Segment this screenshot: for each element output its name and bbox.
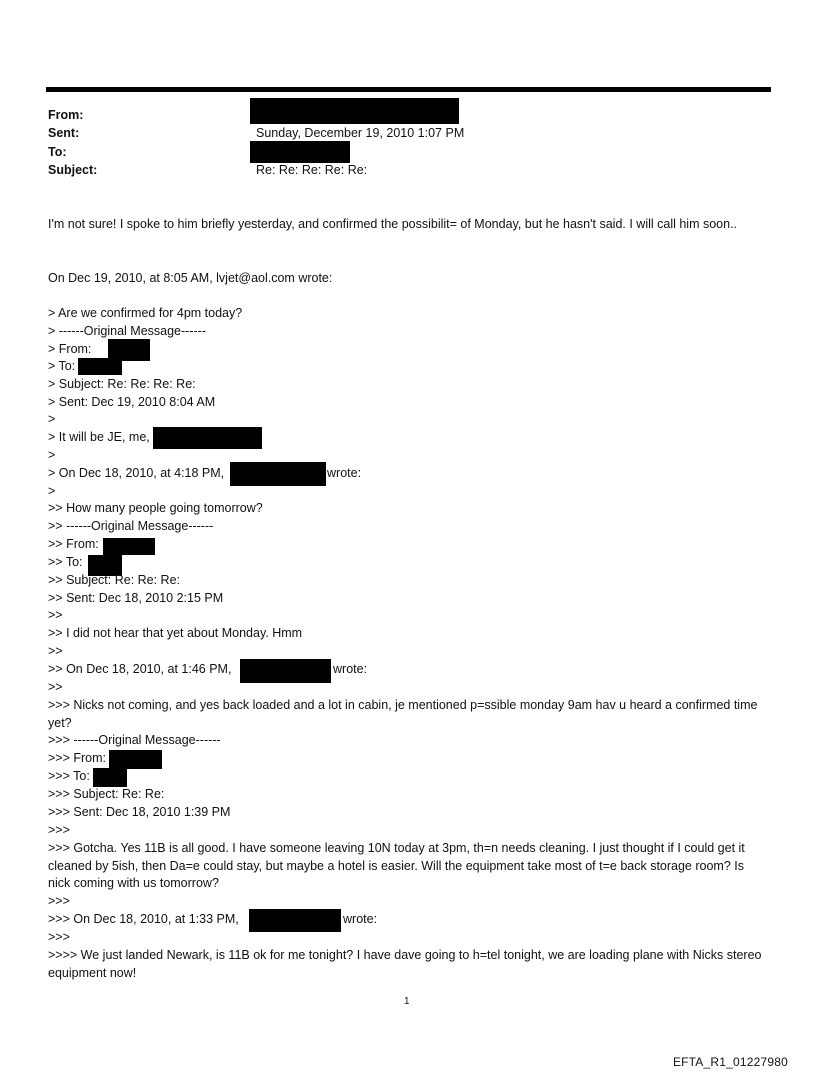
quoted-line: >> To: (48, 555, 83, 569)
quoted-line: > From: (48, 342, 92, 356)
quoted-line: > (48, 448, 56, 462)
quoted-line: > ------Original Message------ (48, 324, 206, 338)
redaction-from (250, 98, 459, 124)
redaction (109, 750, 162, 769)
redaction (93, 768, 127, 787)
quote-intro-line: On Dec 19, 2010, at 8:05 AM, lvjet@aol.com wrote: (48, 271, 333, 285)
quoted-line: >>> Sent: Dec 18, 2010 1:39 PM (48, 805, 231, 819)
redaction (103, 538, 155, 555)
subject-label: Subject: (48, 163, 98, 177)
quoted-line: > It will be JE, me, (48, 430, 150, 444)
quoted-line: >> (48, 608, 63, 622)
quoted-line: > Subject: Re: Re: Re: Re: (48, 377, 196, 391)
quoted-line: >> Subject: Re: Re: Re: (48, 573, 181, 587)
quoted-line: >> How many people going tomorrow? (48, 501, 263, 515)
quoted-line: >>> From: (48, 751, 107, 765)
quoted-line: > (48, 484, 56, 498)
header-rule (46, 87, 771, 92)
quoted-line: wrote: (333, 662, 368, 676)
quoted-line: wrote: (343, 912, 378, 926)
subject-value: Re: Re: Re: Re: Re: (256, 163, 368, 177)
quoted-line: >> (48, 680, 63, 694)
redaction-to (250, 141, 350, 163)
quoted-line: >>> (48, 823, 70, 837)
quoted-line: >> Sent: Dec 18, 2010 2:15 PM (48, 591, 224, 605)
redaction (249, 909, 341, 932)
redaction (230, 462, 326, 486)
quoted-line: wrote: (327, 466, 362, 480)
quoted-line: >> From: (48, 537, 99, 551)
quoted-line: >>> ------Original Message------ (48, 733, 221, 747)
quoted-line: > Are we confirmed for 4pm today? (48, 306, 243, 320)
quoted-paragraph: >>>> We just landed Newark, is 11B ok for me tonight? I have dave going to h=tel tonight, we are loading plane with Nicks stereo equipment now! (48, 948, 762, 980)
quoted-line: >>> (48, 930, 70, 944)
quoted-line: >>> On Dec 18, 2010, at 1:33 PM, (48, 912, 239, 926)
quoted-line: >> ------Original Message------ (48, 519, 214, 533)
quoted-line: >> I did not hear that yet about Monday. Hmm (48, 626, 303, 640)
bates-number: EFTA_R1_01227980 (672, 1055, 788, 1069)
sent-value: Sunday, December 19, 2010 1:07 PM (256, 126, 465, 140)
redaction (153, 427, 262, 449)
sent-label: Sent: (48, 126, 80, 140)
quoted-line: > Sent: Dec 19, 2010 8:04 AM (48, 395, 216, 409)
quoted-line: >> (48, 644, 63, 658)
quoted-line: > On Dec 18, 2010, at 4:18 PM, (48, 466, 225, 480)
quoted-line: >> On Dec 18, 2010, at 1:46 PM, (48, 662, 232, 676)
redaction (78, 358, 122, 375)
redaction (240, 659, 331, 683)
quoted-paragraph: >>> Gotcha. Yes 11B is all good. I have someone leaving 10N today at 3pm, th=n needs cleaning. I just thought if I could get it cleaned by 5ish, then Da=e could stay, but maybe a hotel is easier. Will the equipment take most of t=e back storage room? Is nick coming with us tomorrow? (48, 841, 745, 891)
to-label: To: (48, 145, 67, 159)
page-number: 1 (404, 996, 410, 1007)
quoted-line: > To: (48, 359, 76, 373)
intro-paragraph: I'm not sure! I spoke to him briefly yesterday, and confirmed the possibilit= of Monday, but he hasn't said. I will call him soon.. (48, 217, 738, 231)
quoted-line: > (48, 412, 56, 426)
quoted-line: >>> Subject: Re: Re: (48, 787, 165, 801)
from-label: From: (48, 108, 84, 122)
quoted-paragraph: >>> Nicks not coming, and yes back loaded and a lot in cabin, je mentioned p=ssible monday 9am hav u heard a confirmed time yet? (48, 698, 758, 730)
quoted-line: >>> To: (48, 769, 90, 783)
quoted-line: >>> (48, 894, 70, 908)
